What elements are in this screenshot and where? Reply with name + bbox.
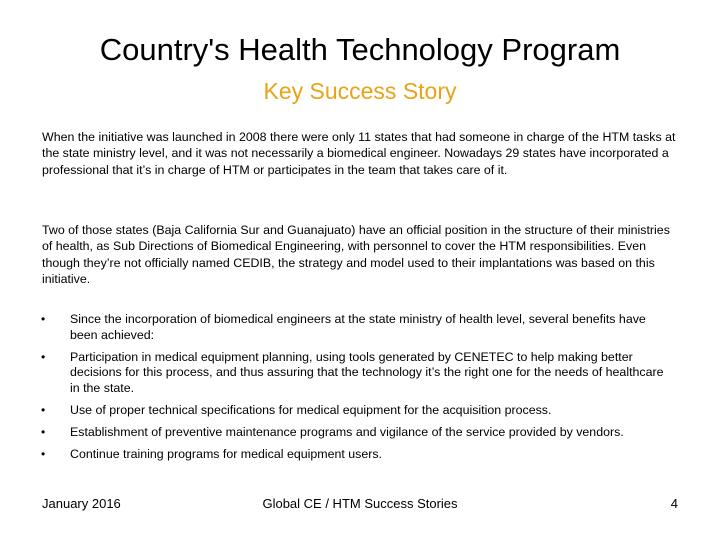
footer-date: January 2016 — [42, 496, 121, 511]
list-item — [0, 447, 670, 463]
footer-title: Global CE / HTM Success Stories — [262, 496, 458, 511]
bullet-icon: • — [41, 425, 46, 440]
bullet-icon: • — [41, 349, 46, 364]
list-item — [0, 312, 670, 343]
bullet-icon: • — [41, 447, 46, 462]
list-item — [0, 403, 670, 419]
list-item-text: Participation in medical equipment planning, using tools generated by CENETEC to help making better decisions for this process, and thus assuring that the technology it’s the right one for the needs of healthcare in the state. — [70, 349, 664, 395]
slide-title: Country's Health Technology Program — [99, 32, 621, 67]
list-item — [0, 425, 670, 441]
paragraph-intro: When the initiative was launched in 2008 there were only 11 states that had someone in charge of the HTM tasks at the state ministry level, and it was not necessarily a biomedical engineer. Nowadays 29 states have incorporated a professional that it’s in charge of HTM or participates in the team that takes care of it. — [42, 130, 676, 177]
slide-subtitle: Key Success Story — [263, 78, 457, 104]
benefits-list — [0, 312, 720, 469]
bullet-icon: • — [41, 312, 46, 326]
list-item-text: Continue training programs for medical equipment users. — [70, 447, 382, 462]
list-item — [0, 350, 670, 397]
list-item-text: Establishment of preventive maintenance programs and vigilance of the service provided by vendors. — [70, 425, 624, 440]
list-item-text: Since the incorporation of biomedical engineers at the state ministry of health level, several benefits have been achieved: — [70, 312, 646, 342]
list-item-text: Use of proper technical specifications for medical equipment for the acquisition process. — [70, 402, 552, 417]
page-number: 4 — [670, 496, 678, 511]
bullet-icon: • — [41, 402, 46, 417]
paragraph-states: Two of those states (Baja California Sur and Guanajuato) have an official position in the structure of their ministries of health, as Sub Directions of Biomedical Engineering, with personnel to cover the HTM responsibilities. Even though they’re not officially named CEDIB, the strategy and model used to their implantations was based on this initiative. — [42, 223, 670, 287]
